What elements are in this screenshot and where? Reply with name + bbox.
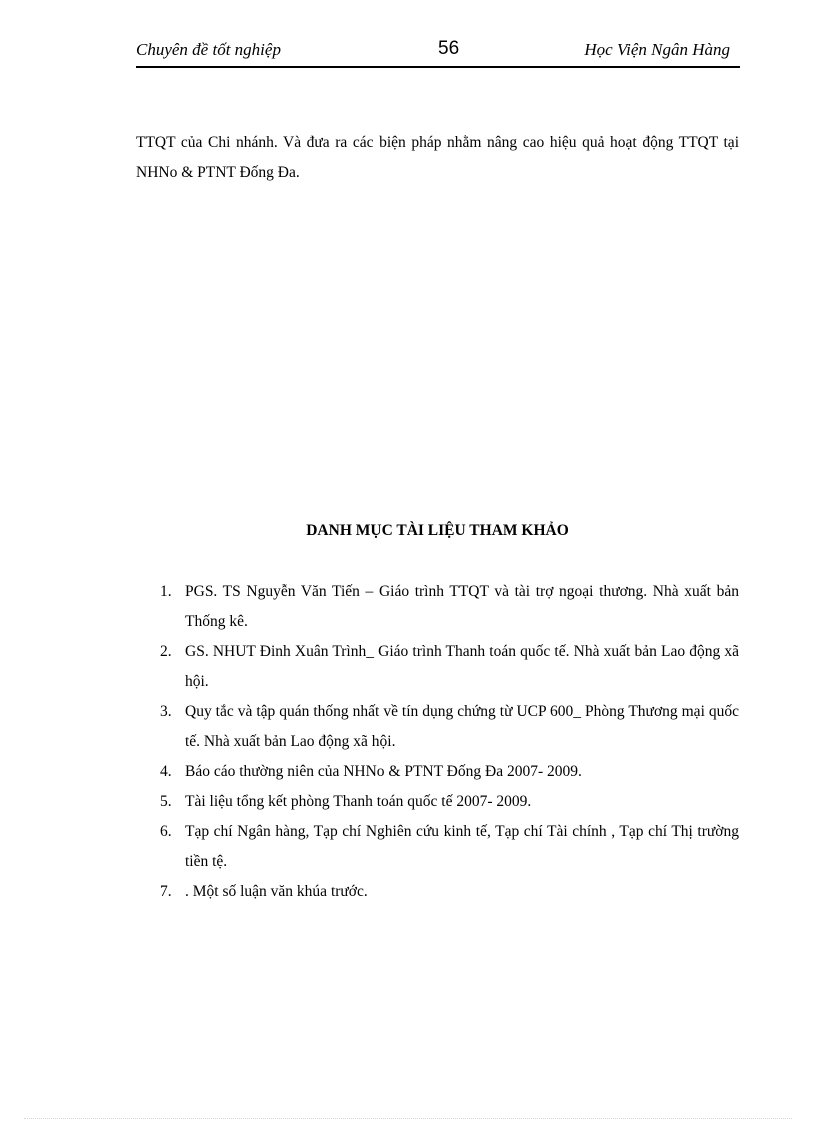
intro-paragraph: TTQT của Chi nhánh. Và đưa ra các biện pháp nhằm nâng cao hiệu quả hoạt động TTQT tại NHNo & PTNT Đống Đa. <box>136 134 739 181</box>
reference-text: . Một số luận văn khúa trước. <box>185 883 368 900</box>
references-list <box>136 577 739 907</box>
reference-number: 6. <box>160 823 172 840</box>
reference-item <box>136 817 739 877</box>
reference-number: 3. <box>160 703 172 720</box>
reference-text: Quy tắc và tập quán thống nhất về tín dụng chứng từ UCP 600_ Phòng Thương mại quốc tế. Nhà xuất bản Lao động xã hội. <box>185 703 739 750</box>
header-institution: Học Viện Ngân Hàng <box>584 40 730 59</box>
reference-number: 5. <box>160 793 172 810</box>
reference-text: Báo cáo thường niên của NHNo & PTNT Đống Đa 2007- 2009. <box>185 763 582 780</box>
reference-item <box>136 697 739 757</box>
reference-text: Tài liệu tổng kết phòng Thanh toán quốc tế 2007- 2009. <box>185 793 532 810</box>
reference-number: 1. <box>160 583 172 600</box>
reference-item <box>136 757 739 787</box>
page-bottom-divider <box>24 1118 792 1119</box>
reference-number: 2. <box>160 643 172 660</box>
reference-item <box>136 637 739 697</box>
reference-item <box>136 877 739 907</box>
reference-item <box>136 577 739 637</box>
reference-text: PGS. TS Nguyễn Văn Tiến – Giáo trình TTQT và tài trợ ngoại thương. Nhà xuất bản Thống kê. <box>185 583 739 630</box>
reference-text: Tạp chí Ngân hàng, Tạp chí Nghiên cứu kinh tế, Tạp chí Tài chính , Tạp chí Thị trường tiền tệ. <box>185 823 739 870</box>
references-title: DANH MỤC TÀI LIỆU THAM KHẢO <box>306 522 569 539</box>
page-header <box>136 36 740 68</box>
reference-text: GS. NHUT Đinh Xuân Trình_ Giáo trình Thanh toán quốc tế. Nhà xuất bản Lao động xã hội. <box>185 643 739 690</box>
page-number: 56 <box>438 38 460 59</box>
reference-number: 7. <box>160 883 172 900</box>
reference-item <box>136 787 739 817</box>
reference-number: 4. <box>160 763 172 780</box>
header-document-type: Chuyên đề tốt nghiệp <box>136 40 281 59</box>
